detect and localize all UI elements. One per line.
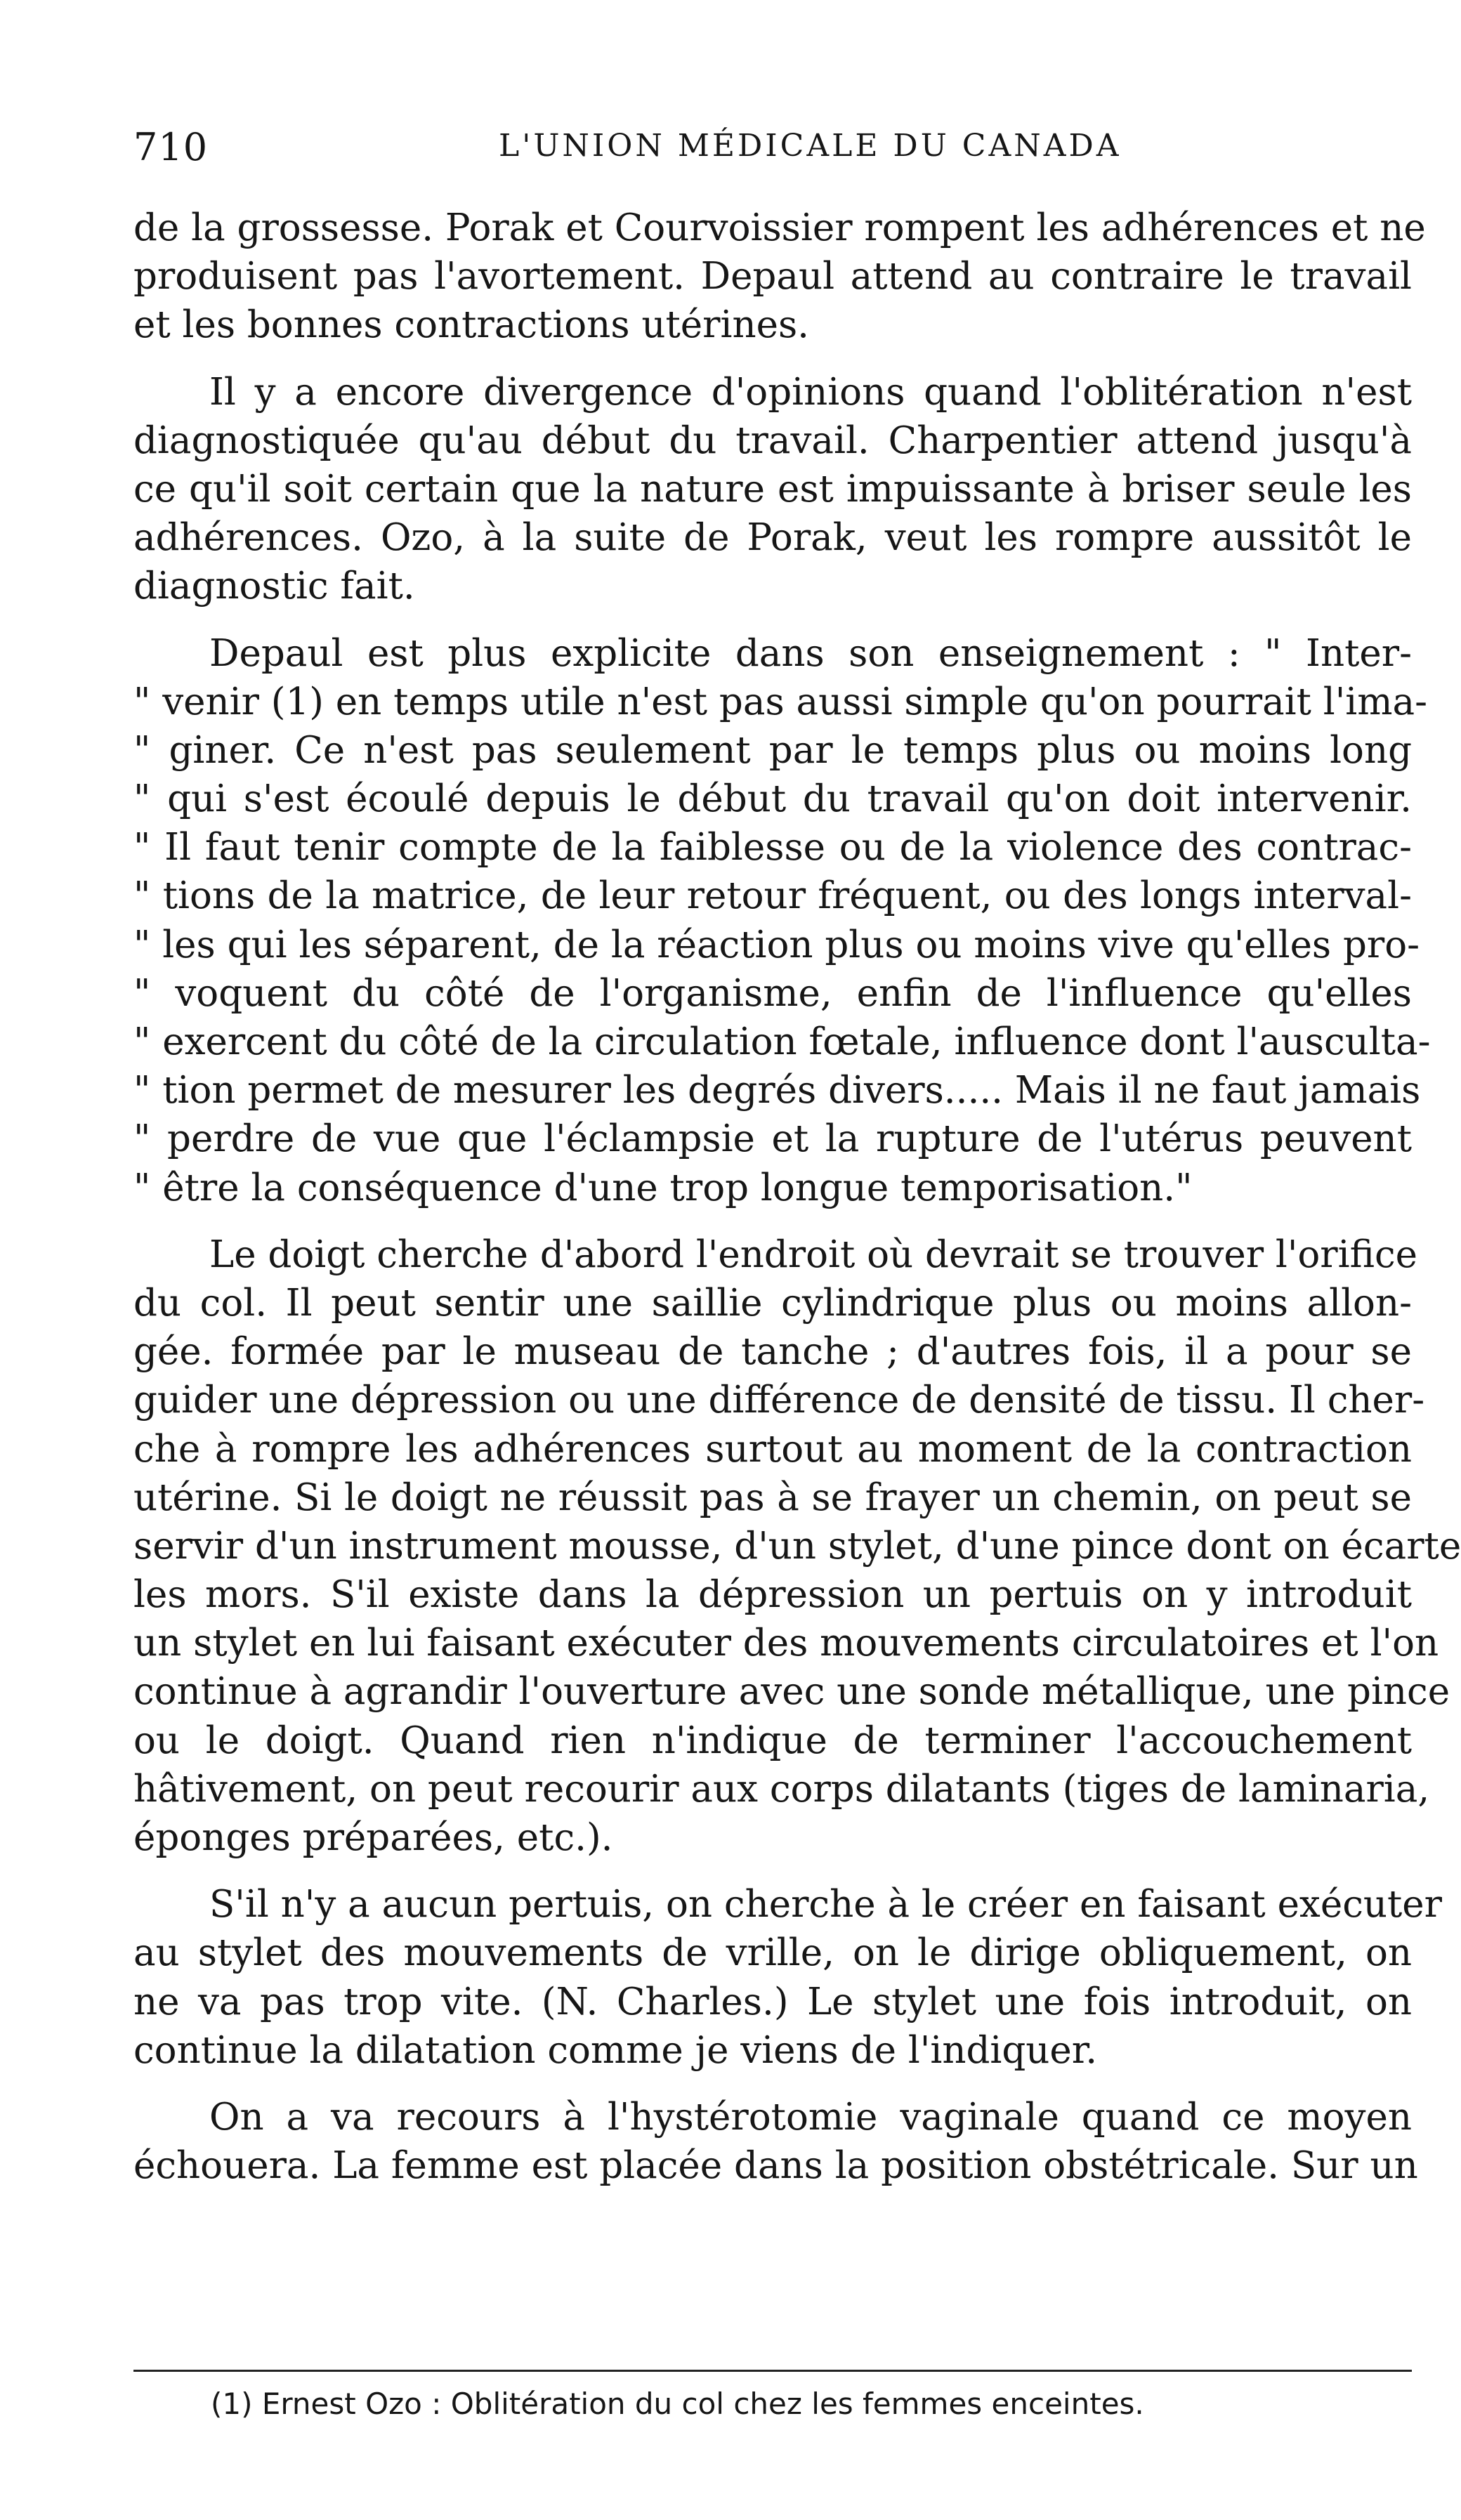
- text-line: hâtivement, on peut recourir aux corps dilatants (tiges de laminaria,: [133, 1767, 1430, 1811]
- text-line: " venir (1) en temps utile n'est pas aussi simple qu'on pourrait l'ima-: [133, 680, 1428, 723]
- text-line: S'il n'y a aucun pertuis, on cherche à le créer en faisant exécuter: [209, 1883, 1443, 1927]
- text-line: adhérences. Ozo, à la suite de Porak, veut les rompre aussitôt le: [133, 516, 1412, 560]
- text-line: échouera. La femme est placée dans la position obstétricale. Sur un: [133, 2144, 1418, 2188]
- text-line: guider une dépression ou une différence de densité de tissu. Il cher-: [133, 1379, 1425, 1422]
- text-line: diagnostic fait.: [133, 565, 415, 608]
- running-title: L'UNION MÉDICALE DU CANADA: [499, 128, 1122, 164]
- text-line: au stylet des mouvements de vrille, on le dirige obliquement, on: [133, 1931, 1412, 1975]
- text-line: servir d'un instrument mousse, d'un stylet, d'une pince dont on écarte: [133, 1524, 1461, 1568]
- body-text: [133, 204, 1461, 2190]
- text-line: de la grossesse. Porak et Courvoissier rompent les adhérences et ne: [133, 206, 1426, 249]
- text-line: " perdre de vue que l'éclampsie et la rupture de l'utérus peuvent: [133, 1117, 1412, 1161]
- text-line: On a va recours à l'hystérotomie vaginale quand ce moyen: [209, 2095, 1412, 2139]
- paragraph: [133, 629, 1431, 1212]
- text-line: un stylet en lui faisant exécuter des mouvements circulatoires et l'on: [133, 1622, 1439, 1665]
- text-line: ne va pas trop vite. (N. Charles.) Le stylet une fois introduit, on: [133, 1980, 1412, 2023]
- text-line: ce qu'il soit certain que la nature est impuissante à briser seule les: [133, 467, 1412, 511]
- text-line: " tions de la matrice, de leur retour fréquent, ou des longs interval-: [133, 874, 1412, 918]
- text-line: " voquent du côté de l'organisme, enfin de l'influence qu'elles: [133, 971, 1412, 1015]
- text-line: ou le doigt. Quand rien n'indique de terminer l'accouchement: [133, 1719, 1412, 1762]
- text-line: continue la dilatation comme je viens de l'indiquer.: [133, 2028, 1098, 2072]
- paragraph: [133, 1880, 1443, 2075]
- text-line: et les bonnes contractions utérines.: [133, 303, 809, 347]
- text-line: les mors. S'il existe dans la dépression un pertuis on y introduit: [133, 1573, 1412, 1617]
- text-line: Le doigt cherche d'abord l'endroit où devrait se trouver l'orifice: [209, 1233, 1417, 1276]
- text-line: " être la conséquence d'une trop longue temporisation.": [133, 1166, 1193, 1209]
- paragraph: [133, 204, 1426, 350]
- text-line: continue à agrandir l'ouverture avec une sonde métallique, une pince: [133, 1670, 1450, 1714]
- text-line: " qui s'est écoulé depuis le début du travail qu'on doit intervenir.: [133, 777, 1412, 821]
- text-line: éponges préparées, etc.).: [133, 1816, 613, 1859]
- text-line: diagnostiquée qu'au début du travail. Charpentier attend jusqu'à: [133, 419, 1412, 462]
- text-line: " giner. Ce n'est pas seulement par le temps plus ou moins long: [133, 728, 1412, 772]
- text-line: " exercent du côté de la circulation fœtale, influence dont l'ausculta-: [133, 1021, 1431, 1063]
- text-line: Il y a encore divergence d'opinions quand l'oblitération n'est: [209, 370, 1412, 414]
- paragraph: [133, 368, 1412, 611]
- page-header: [133, 125, 1412, 174]
- text-line: Depaul est plus explicite dans son enseignement : " Inter-: [209, 631, 1412, 675]
- text-line: che à rompre les adhérences surtout au moment de la contraction: [133, 1427, 1412, 1471]
- footnote-rule: [133, 2370, 1412, 2372]
- text-line: du col. Il peut sentir une saillie cylindrique plus ou moins allon-: [133, 1281, 1412, 1325]
- page-number: 710: [133, 125, 209, 169]
- paragraph: [133, 2093, 1418, 2190]
- text-line: " tion permet de mesurer les degrés divers..... Mais il ne faut jamais: [133, 1069, 1421, 1113]
- footnote: (1) Ernest Ozo : Oblitération du col chez les femmes enceintes.: [211, 2387, 1144, 2421]
- text-line: " Il faut tenir compte de la faiblesse ou de la violence des contrac-: [133, 826, 1412, 869]
- text-line: produisent pas l'avortement. Depaul attend au contraire le travail: [133, 255, 1412, 298]
- text-line: " les qui les séparent, de la réaction plus ou moins vive qu'elles pro-: [133, 923, 1420, 966]
- text-line: gée. formée par le museau de tanche ; d'autres fois, il a pour se: [133, 1330, 1412, 1374]
- paragraph: [133, 1231, 1461, 1862]
- text-line: utérine. Si le doigt ne réussit pas à se frayer un chemin, on peut se: [133, 1476, 1412, 1519]
